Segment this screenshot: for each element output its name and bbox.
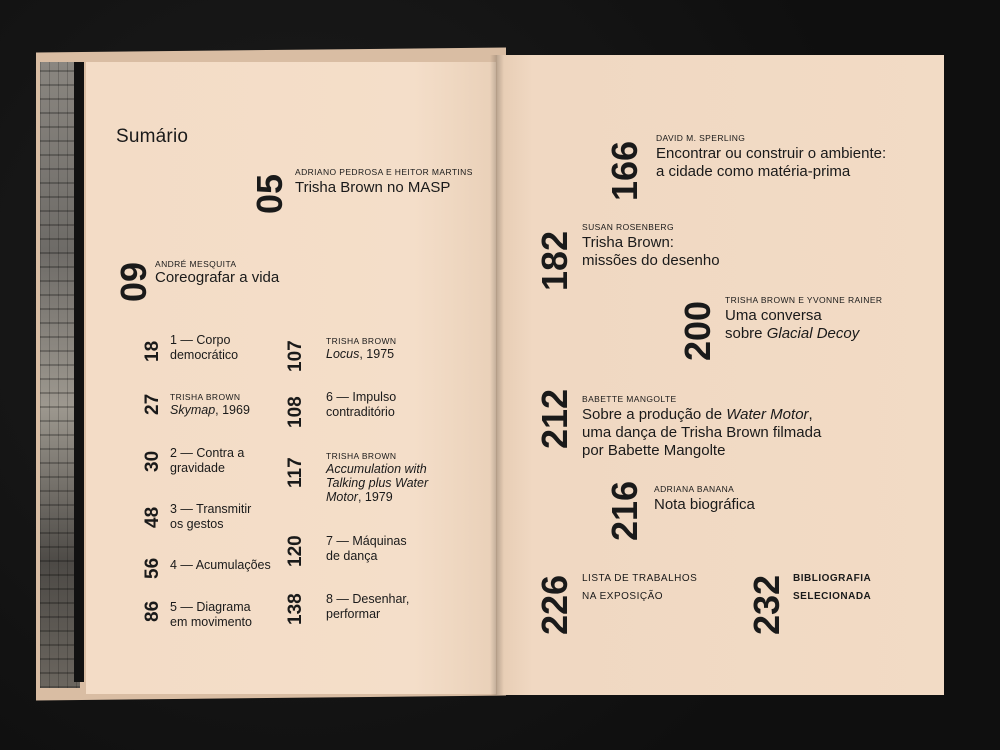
page-number: 56 [142, 557, 163, 579]
entry-title: Skymap, 1969 [170, 403, 250, 417]
page-number: 216 [604, 480, 645, 541]
page-number: 166 [604, 140, 645, 201]
entry-author: TRISHA BROWN E YVONNE RAINER [725, 295, 883, 305]
entry-title: 4 — Acumulações [170, 558, 271, 572]
entry-author: TRISHA BROWN [170, 392, 241, 402]
entry-author: TRISHA BROWN [326, 451, 397, 461]
entry-title: Talking plus Water [326, 476, 429, 490]
page-number: 226 [534, 574, 575, 635]
entry-title: 8 — Desenhar, [326, 592, 410, 606]
entry-author: TRISHA BROWN [326, 336, 397, 346]
entry-title: contraditório [326, 405, 395, 419]
entry-title: missões do desenho [582, 252, 720, 269]
entry-title: 3 — Transmitir [170, 502, 252, 516]
page-number: 27 [142, 393, 163, 415]
entry-author: BABETTE MANGOLTE [582, 394, 677, 404]
page-number: 117 [285, 457, 306, 488]
page-number: 48 [142, 506, 163, 528]
entry-title: Uma conversa [725, 307, 822, 324]
entry-title: NA EXPOSIÇÃO [582, 591, 664, 602]
entry-title: Trisha Brown no MASP [295, 179, 451, 196]
page-edge-bar [74, 62, 84, 682]
entry-title: em movimento [170, 615, 252, 629]
entry-title: Nota biográfica [654, 496, 755, 513]
entry-title: Motor, 1979 [326, 490, 393, 504]
entry-title: de dança [326, 549, 378, 563]
page-number: 120 [285, 535, 306, 567]
entry-author: SUSAN ROSENBERG [582, 222, 674, 232]
entry-title: Coreografar a vida [155, 269, 280, 286]
page-number: 138 [285, 593, 306, 625]
page-number: 86 [142, 600, 163, 622]
entry-title: Trisha Brown: [582, 234, 674, 251]
page-number: 09 [113, 261, 154, 302]
entry-title: 2 — Contra a [170, 446, 245, 460]
entry-title: Sobre a produção de Water Motor, [582, 406, 813, 423]
book-gutter [490, 55, 504, 695]
entry-author: DAVID M. SPERLING [656, 133, 746, 143]
entry-title: BIBLIOGRAFIA [793, 573, 872, 584]
entry-title: a cidade como matéria-prima [656, 163, 851, 180]
entry-title: LISTA DE TRABALHOS [582, 573, 698, 584]
entry-title: SELECIONADA [793, 591, 872, 602]
page-number: 108 [285, 396, 306, 428]
left-page [86, 62, 496, 694]
page-number: 212 [534, 388, 575, 449]
page-number: 30 [142, 450, 163, 472]
entry-title: por Babette Mangolte [582, 442, 726, 459]
entry-title: Locus, 1975 [326, 347, 395, 361]
entry-title: performar [326, 607, 381, 621]
entry-title: 6 — Impulso [326, 390, 397, 404]
entry-title: uma dança de Trisha Brown filmada [582, 424, 822, 441]
entry-title: sobre Glacial Decoy [725, 325, 860, 342]
page-number: 232 [746, 574, 787, 635]
entry-title: gravidade [170, 461, 225, 475]
entry-title: 7 — Máquinas [326, 534, 407, 548]
page-heading: Sumário [116, 126, 189, 147]
entry-title: 1 — Corpo [170, 333, 231, 347]
page-number: 18 [142, 340, 163, 362]
page-number: 182 [534, 230, 575, 291]
entry-title: 5 — Diagrama [170, 600, 251, 614]
entry-title: democrático [170, 348, 239, 362]
page-number: 200 [677, 300, 718, 361]
page-number: 107 [285, 340, 306, 372]
entry-title: Encontrar ou construir o ambiente: [656, 145, 887, 162]
page-number: 05 [249, 173, 290, 214]
entry-author: ANDRÉ MESQUITA [155, 259, 237, 269]
right-page [497, 55, 944, 695]
entry-author: ADRIANA BANANA [654, 484, 735, 494]
entry-author: ADRIANO PEDROSA E HEITOR MARTINS [295, 167, 473, 177]
entry-title: os gestos [170, 517, 224, 531]
entry-title: Accumulation with [326, 462, 427, 476]
